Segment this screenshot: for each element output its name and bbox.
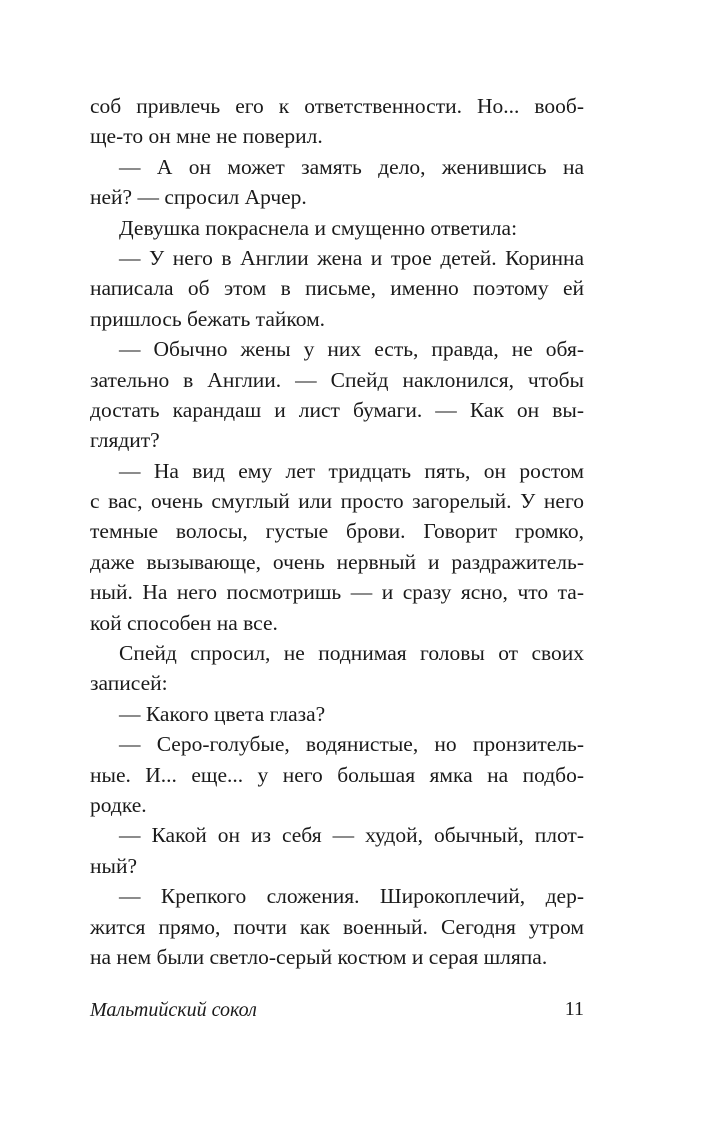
text-line: глядит?	[90, 428, 160, 453]
text-line: — У него в Англии жена и трое детей. Коринна	[119, 245, 584, 270]
text-line: ные. И... еще... у него большая ямка на подбо-	[90, 762, 584, 787]
text-line: — Крепкого сложения. Широкоплечий, дер-	[119, 884, 584, 909]
text-line: Девушка покраснела и смущенно ответила:	[119, 215, 518, 240]
text-line: жится прямо, почти как военный. Сегодня утром	[90, 914, 584, 939]
text-line: темные волосы, густые брови. Говорит громко,	[90, 519, 584, 544]
text-line: ный. На него посмотришь — и сразу ясно, что та-	[90, 580, 584, 605]
text-line: ще-то он мне не поверил.	[90, 124, 323, 149]
text-line: ный?	[90, 853, 137, 878]
text-line: соб привлечь его к ответственности. Но... вооб-	[90, 94, 584, 118]
text-line: на нем были светло-серый костюм и серая шляпа.	[90, 944, 548, 969]
text-line: достать карандаш и лист бумаги. — Как он вы-	[90, 397, 584, 422]
text-line: записей:	[90, 671, 168, 696]
text-line: — Обычно жены у них есть, правда, не обя-	[119, 337, 584, 362]
text-line: — Какой он из себя — худой, обычный, плот-	[119, 823, 584, 848]
page-number: 11	[564, 998, 584, 1020]
text-line: родке.	[90, 792, 147, 817]
text-line: — На вид ему лет тридцать пять, он ростом	[119, 458, 584, 483]
text-line: кой способен на все.	[90, 610, 278, 635]
text-line: ней? — спросил Арчер.	[90, 185, 307, 210]
running-footer-title: Мальтийский сокол	[90, 999, 257, 1021]
text-line: — А он может замять дело, женившись на	[119, 154, 584, 179]
text-line: — Серо-голубые, водянистые, но пронзитель-	[119, 732, 584, 757]
body-text	[90, 91, 584, 972]
text-line: написала об этом в письме, именно поэтому ей	[90, 276, 584, 301]
text-line: зательно в Англии. — Спейд наклонился, чтобы	[90, 367, 584, 392]
text-line: даже вызывающе, очень нервный и раздражитель-	[90, 549, 584, 574]
text-line: пришлось бежать тайком.	[90, 306, 326, 331]
text-line: с вас, очень смуглый или просто загорелый. У него	[90, 489, 584, 514]
text-line: — Какого цвета глаза?	[119, 701, 326, 726]
text-line: Спейд спросил, не поднимая головы от своих	[119, 641, 584, 666]
